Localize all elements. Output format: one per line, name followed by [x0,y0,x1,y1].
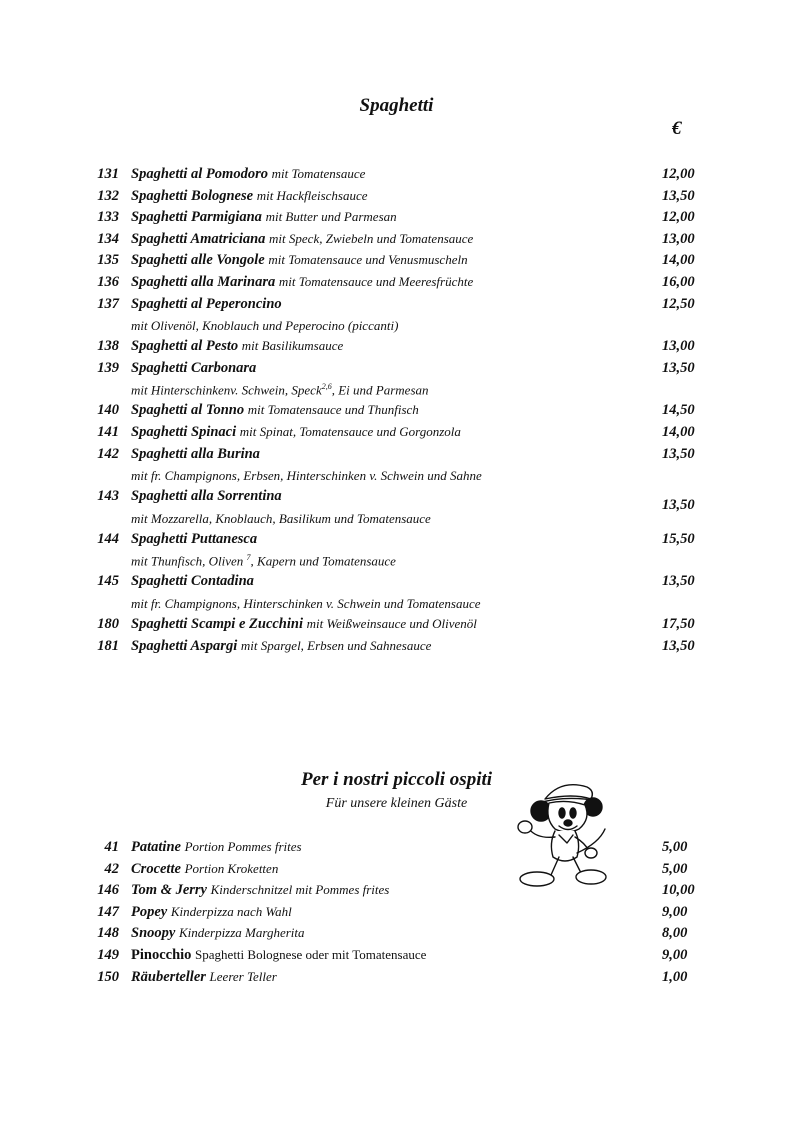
item-name: Spaghetti alla Marinara [131,273,276,290]
item-description: Kinderpizza Margherita [178,925,305,941]
item-text [131,296,282,313]
item-name: Spaghetti al Pesto [131,338,239,355]
item-text [131,231,473,248]
item-price: 8,00 [662,925,688,942]
item-number: 138 [97,338,119,355]
item-number: 147 [97,903,119,920]
menu-row [0,231,793,253]
menu-row [0,360,793,382]
menu-row [0,616,793,638]
item-name: Spaghetti alla Burina [131,445,260,462]
item-price: 1,00 [662,968,688,985]
item-price: 13,50 [662,359,695,376]
item-text [131,573,254,590]
item-name: Popey [131,903,168,920]
description-part: mit Thunfisch, Oliven [131,553,247,569]
item-price: 12,00 [662,166,695,182]
item-text [131,402,419,419]
item-number: 41 [104,839,119,855]
section-title-kids: Per i nostri piccoli ospiti [300,769,493,790]
item-price: 13,50 [662,637,695,654]
item-name: Spaghetti Spinaci [131,423,237,440]
menu-row-continuation [0,595,793,616]
item-price: 14,00 [662,252,695,269]
item-name: Spaghetti Puttanesca [131,530,258,547]
menu-row [0,925,793,947]
item-description: mit Butter und Parmesan [265,209,397,225]
menu-row-continuation [0,552,793,573]
item-number: 149 [97,946,119,963]
menu-row-continuation [0,467,793,488]
item-name: Pinocchio [131,946,192,963]
item-number: 148 [97,925,119,942]
item-number: 135 [97,252,119,269]
item-description: mit Tomatensauce [271,166,366,181]
item-number: 133 [97,209,119,226]
kids-menu-list [0,839,793,990]
item-price: 13,50 [662,187,695,204]
item-price: 14,00 [662,423,695,440]
allergen-footnote: 7 [246,553,251,563]
description-part: , Kapern und Tomatensauce [250,553,396,569]
item-name: Spaghetti al Peperoncino [131,295,282,312]
menu-row [0,531,793,553]
item-price: 14,50 [662,402,695,419]
item-number: 180 [97,615,119,632]
menu-row-continuation [0,317,793,338]
item-description: mit Mozzarella, Knoblauch, Basilikum und Tomatensauce [131,510,431,526]
item-price: 12,50 [662,295,695,312]
item-number: 137 [97,295,119,312]
item-description: mit fr. Champignons, Erbsen, Hinterschinken v. Schwein und Sahne [131,468,482,484]
menu-row [0,839,793,861]
section-title-spaghetti: Spaghetti [359,95,434,116]
item-name: Spaghetti Bolognese [131,187,254,204]
menu-row [0,402,793,424]
item-name: Tom & Jerry [131,882,207,899]
item-text [131,424,461,441]
menu-row [0,166,793,188]
item-description: mit Spargel, Erbsen und Sahnesauce [240,637,432,653]
item-description: Portion Pommes frites [184,839,302,854]
item-text [131,209,397,226]
menu-row [0,969,793,991]
item-text [131,531,257,548]
item-number: 145 [97,573,119,590]
menu-row [0,882,793,904]
item-price: 5,00 [662,839,688,855]
item-number: 181 [97,637,119,654]
item-description: Leerer Teller [209,968,277,984]
item-text [131,969,277,986]
item-description: Kinderpizza nach Wahl [170,903,292,919]
item-name: Spaghetti al Pomodoro [131,166,268,182]
section-subtitle-kids: Für unsere kleinen Gäste [325,796,468,811]
item-text [131,616,477,633]
description-part: , Ei und Parmesan [331,382,429,398]
item-description: mit Weißweinsauce und Olivenöl [306,615,477,631]
item-description: mit Tomatensauce und Venusmuscheln [268,252,468,268]
item-name: Patatine [131,839,181,855]
menu-row [0,488,793,514]
item-description: mit Speck, Zwiebeln und Tomatensauce [269,230,474,246]
item-text [131,925,305,942]
item-text [131,274,473,291]
item-price: 13,00 [662,230,695,247]
item-name: Spaghetti Contadina [131,573,254,590]
item-description [131,382,429,398]
item-name: Spaghetti Carbonara [131,359,257,376]
item-name: Crocette [131,860,181,877]
menu-row [0,573,793,595]
menu-row [0,338,793,360]
item-number: 140 [97,402,119,419]
item-price: 13,50 [662,497,695,514]
item-text [131,839,302,856]
item-price: 9,00 [662,903,688,920]
item-number: 143 [97,488,119,505]
item-name: Spaghetti Aspargi [131,637,238,654]
item-number: 142 [97,445,119,462]
menu-row [0,947,793,969]
menu-row [0,446,793,468]
item-price: 10,00 [662,882,695,899]
item-text [131,446,260,463]
description-part: mit Hinterschinkenv. Schwein, Speck [131,382,322,398]
currency-symbol: € [672,118,682,139]
item-text [131,947,426,964]
item-price: 5,00 [662,860,688,877]
item-text [131,638,431,655]
item-number: 141 [97,423,119,440]
item-number: 132 [97,187,119,204]
item-name: Spaghetti Scampi e Zucchini [131,615,303,632]
item-text [131,166,365,183]
menu-row [0,904,793,926]
item-description: mit Basilikumsauce [241,338,344,354]
item-text [131,882,389,899]
item-description [131,553,396,569]
item-name: Spaghetti Parmigiana [131,209,262,226]
item-text [131,861,278,878]
item-name: Spaghetti Amatriciana [131,230,266,247]
item-price: 9,00 [662,946,688,963]
item-number: 42 [104,860,119,877]
item-text [131,252,468,269]
item-number: 139 [97,359,119,376]
item-number: 150 [97,968,119,985]
item-number: 144 [97,530,119,547]
item-description: mit Hackfleischsauce [256,187,368,203]
item-name: Spaghetti alla Sorrentina [131,488,282,505]
item-name: Spaghetti alle Vongole [131,252,265,269]
menu-row [0,274,793,296]
allergen-footnote: 2,6 [321,382,332,392]
item-price: 13,50 [662,445,695,462]
item-price: 15,50 [662,530,695,547]
menu-row [0,252,793,274]
item-description: mit Spinat, Tomatensauce und Gorgonzola [239,423,461,439]
item-description: mit Olivenöl, Knoblauch und Peperocino (piccanti) [131,318,399,334]
item-description: mit fr. Champignons, Hinterschinken v. Schwein und Tomatensauce [131,595,481,611]
item-text [131,904,292,921]
item-text [131,488,282,505]
item-text [131,360,256,377]
item-description: Spaghetti Bolognese oder mit Tomatensauce [195,946,427,962]
item-description: mit Tomatensauce und Meeresfrüchte [278,273,474,289]
menu-row [0,861,793,883]
item-name: Spaghetti al Tonno [131,402,245,419]
item-price: 17,50 [662,615,695,632]
menu-row [0,296,793,318]
item-number: 134 [97,230,119,247]
item-price: 16,00 [662,273,695,290]
menu-row-continuation [0,381,793,402]
item-number: 131 [97,166,119,182]
item-text [131,188,368,205]
item-price: 13,50 [662,573,695,590]
menu-row [0,638,793,660]
item-number: 146 [97,882,119,899]
item-number: 136 [97,273,119,290]
item-price: 13,00 [662,338,695,355]
menu-row [0,188,793,210]
menu-row-continuation [0,510,793,531]
item-description: Kinderschnitzel mit Pommes frites [210,882,390,898]
item-price: 12,00 [662,209,695,226]
menu-row [0,424,793,446]
item-name: Räuberteller [131,968,206,985]
spaghetti-menu-list [0,166,793,659]
item-description: mit Tomatensauce und Thunfisch [247,402,419,418]
item-name: Snoopy [131,925,176,942]
item-text [131,338,343,355]
menu-row [0,209,793,231]
item-description: Portion Kroketten [184,860,279,876]
